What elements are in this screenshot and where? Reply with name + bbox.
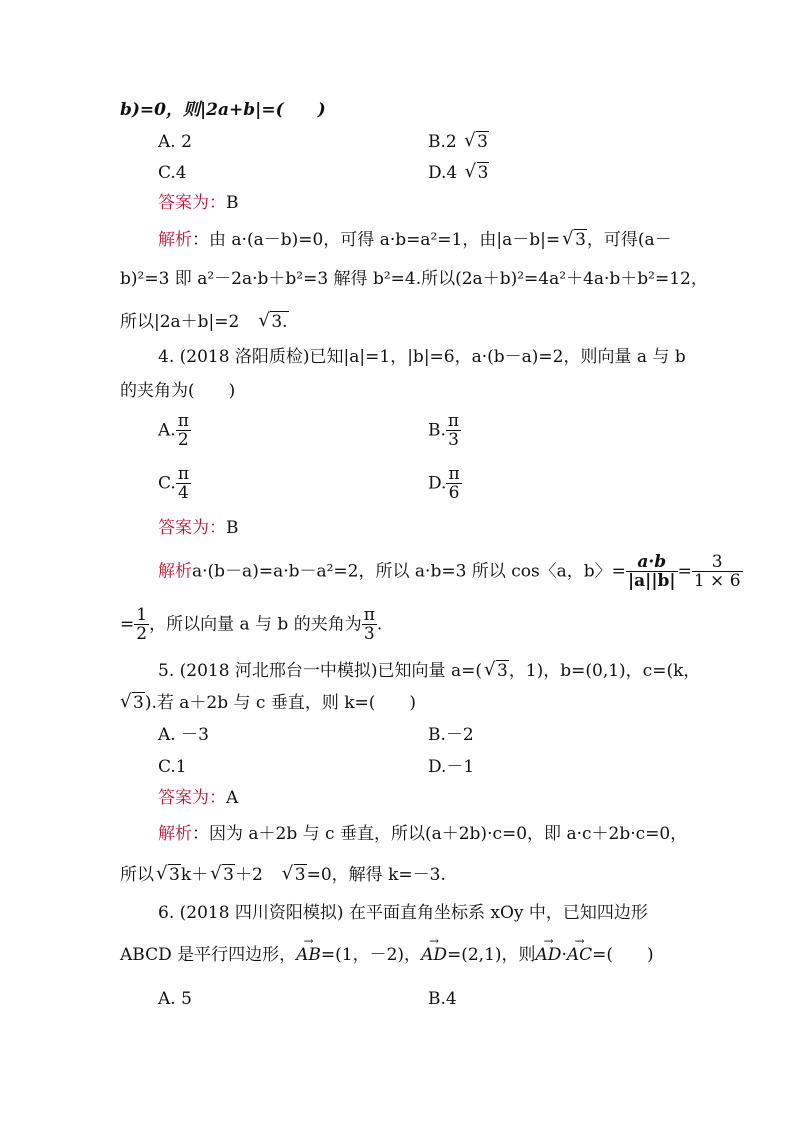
- q5-stem-line2: [120, 692, 416, 714]
- stem-text: =( ): [592, 945, 654, 965]
- numerator: 3: [711, 552, 723, 572]
- stem-text: 5. (2018 河北邢台一中模拟)已知向量 a=(: [158, 661, 482, 681]
- vector-ad: → AD: [421, 944, 447, 966]
- q5-answer: [158, 787, 238, 809]
- q3-option-b: [428, 131, 489, 153]
- q5-option-d: D.－1: [428, 757, 475, 777]
- q4-answer: [158, 517, 239, 539]
- fraction: [446, 412, 461, 449]
- fraction: [446, 465, 461, 502]
- analysis-text: ，所以向量 a 与 b 的夹角为: [149, 614, 362, 635]
- answer-value: B: [226, 518, 239, 538]
- analysis-label: 解析: [158, 824, 192, 844]
- answer-label: 答案为：: [158, 193, 226, 213]
- radicand: 3: [169, 865, 180, 885]
- q4-option-c: [158, 465, 191, 502]
- denominator: 2: [136, 624, 148, 644]
- q4-option-b: [428, 412, 461, 449]
- option-label: A.: [158, 420, 176, 441]
- analysis-text: ＋2: [234, 865, 263, 885]
- sqrt-symbol: [210, 864, 235, 886]
- sqrt-symbol: [120, 692, 145, 714]
- q3-option-a: A. 2: [158, 132, 192, 152]
- analysis-text: ，可得(a－: [586, 230, 672, 250]
- denominator: |a||b|: [627, 571, 676, 591]
- answer-label: 答案为：: [158, 788, 226, 808]
- q5-option-b: B.－2: [428, 725, 474, 745]
- analysis-text: a·(b－a)=a·b－a²=2，所以 a·b=3 所以 cos〈a，b〉=: [192, 561, 626, 582]
- q5-option-a: A. －3: [158, 725, 209, 745]
- radicand: 3: [477, 163, 489, 183]
- analysis-text: =0，解得 k=－3.: [306, 865, 446, 885]
- option-label: D.: [428, 473, 447, 494]
- denominator: 1 × 6: [693, 571, 741, 591]
- sqrt-symbol: [258, 311, 288, 333]
- radicand: 3: [575, 230, 586, 250]
- sqrt-symbol: [465, 162, 490, 184]
- analysis-text: ：因为 a＋2b 与 c 垂直，所以(a＋2b)·c=0，即 a·c＋2b·c=0，: [192, 824, 688, 844]
- numerator: π: [177, 411, 189, 431]
- q3-option-b-label: B.2: [428, 132, 457, 152]
- stem-text: ，1)，b=(0,1)，c=(k，: [508, 661, 701, 681]
- stem-text: =(1，－2)，: [320, 945, 422, 965]
- radicand: 3: [477, 132, 488, 152]
- q5-analysis-line1: [158, 823, 687, 845]
- option-label: B.: [428, 420, 446, 441]
- option-label: C.: [158, 473, 176, 494]
- q3-option-d: [428, 162, 489, 184]
- numerator: π: [447, 411, 460, 431]
- q5-stem-line1: [158, 660, 700, 682]
- radicand: 3.: [271, 312, 288, 332]
- stem-text: ABCD 是平行四边形，: [120, 945, 297, 965]
- denominator: 3: [362, 624, 377, 643]
- fraction: [134, 606, 149, 643]
- q3-stem-tail: b)=0，则|2a+b|=( ): [120, 100, 326, 120]
- numerator: π: [177, 464, 189, 484]
- q4-stem-line2: 的夹角为( ): [120, 381, 236, 401]
- q3-option-c: C.4: [158, 163, 187, 183]
- answer-value: A: [226, 788, 239, 808]
- q3-analysis-line2: b)²=3 即 a²－2a·b＋b²=3 解得 b²=4.所以(2a＋b)²=4a²＋4a·b＋b²=12，: [120, 269, 708, 289]
- q6-stem-line2: [120, 944, 654, 966]
- analysis-text: 所以: [120, 865, 154, 885]
- q5-option-c: C.1: [158, 757, 187, 777]
- vector-ac: → AC: [567, 944, 592, 966]
- radicand: 3: [223, 865, 234, 885]
- analysis-text: 所以|2a＋b|=2: [120, 312, 240, 332]
- sqrt-symbol: [156, 864, 181, 886]
- q4-option-a: [158, 412, 191, 449]
- q6-option-b: B.4: [428, 989, 457, 1009]
- denominator: 2: [176, 430, 191, 449]
- stem-text: =(2,1)，则: [446, 945, 536, 965]
- fraction: [692, 553, 743, 590]
- answer-value: B: [226, 193, 239, 213]
- analysis-text: ：由 a·(a－b)=0，可得 a·b=a²=1，由|a－b|=: [192, 230, 561, 250]
- denominator: 4: [176, 483, 191, 502]
- analysis-text: k＋: [180, 865, 209, 885]
- q5-analysis-line2: [120, 864, 446, 886]
- vector-ab: → AB: [296, 944, 321, 966]
- numerator: π: [363, 605, 375, 625]
- radicand: 3: [294, 865, 306, 885]
- vector-ad: → AD: [536, 944, 562, 966]
- analysis-label: 解析: [158, 230, 192, 250]
- numerator: a·b: [637, 552, 667, 572]
- fraction: [626, 553, 678, 590]
- radicand: 3: [133, 693, 144, 713]
- q3-option-d-label: D.4: [428, 163, 458, 183]
- stem-text: ).若 a＋2b 与 c 垂直，则 k=( ): [144, 693, 417, 713]
- fraction: [176, 465, 191, 502]
- analysis-label: 解析: [158, 561, 192, 582]
- q4-stem-line1: 4. (2018 洛阳质检)已知|a|=1，|b|=6，a·(b－a)=2，则向量 a 与 b: [158, 347, 686, 367]
- equals: =: [677, 561, 692, 582]
- dot: ·: [561, 945, 567, 965]
- sqrt-symbol: [282, 864, 307, 886]
- q6-option-a: A. 5: [158, 989, 192, 1009]
- denominator: 3: [446, 430, 461, 449]
- fraction: [362, 606, 377, 643]
- answer-label: 答案为：: [158, 518, 226, 538]
- fraction: [176, 412, 191, 449]
- q4-analysis-line1: [158, 553, 743, 590]
- q3-answer: [158, 192, 239, 214]
- numerator: π: [448, 464, 460, 484]
- denominator: 6: [446, 483, 461, 502]
- q3-analysis-line1: [158, 229, 672, 251]
- radicand: 3: [496, 661, 508, 681]
- q3-analysis-line3: [120, 311, 289, 333]
- equals: =: [120, 614, 135, 635]
- sqrt-symbol: [484, 660, 509, 682]
- sqrt-symbol: [562, 229, 587, 251]
- q4-analysis-line2: [120, 606, 382, 643]
- sqrt-symbol: [464, 131, 489, 153]
- numerator: 1: [136, 605, 148, 625]
- q4-option-d: [428, 465, 462, 502]
- q6-stem-line1: 6. (2018 四川资阳模拟) 在平面直角坐标系 xOy 中，已知四边形: [158, 903, 648, 923]
- period: .: [376, 614, 383, 635]
